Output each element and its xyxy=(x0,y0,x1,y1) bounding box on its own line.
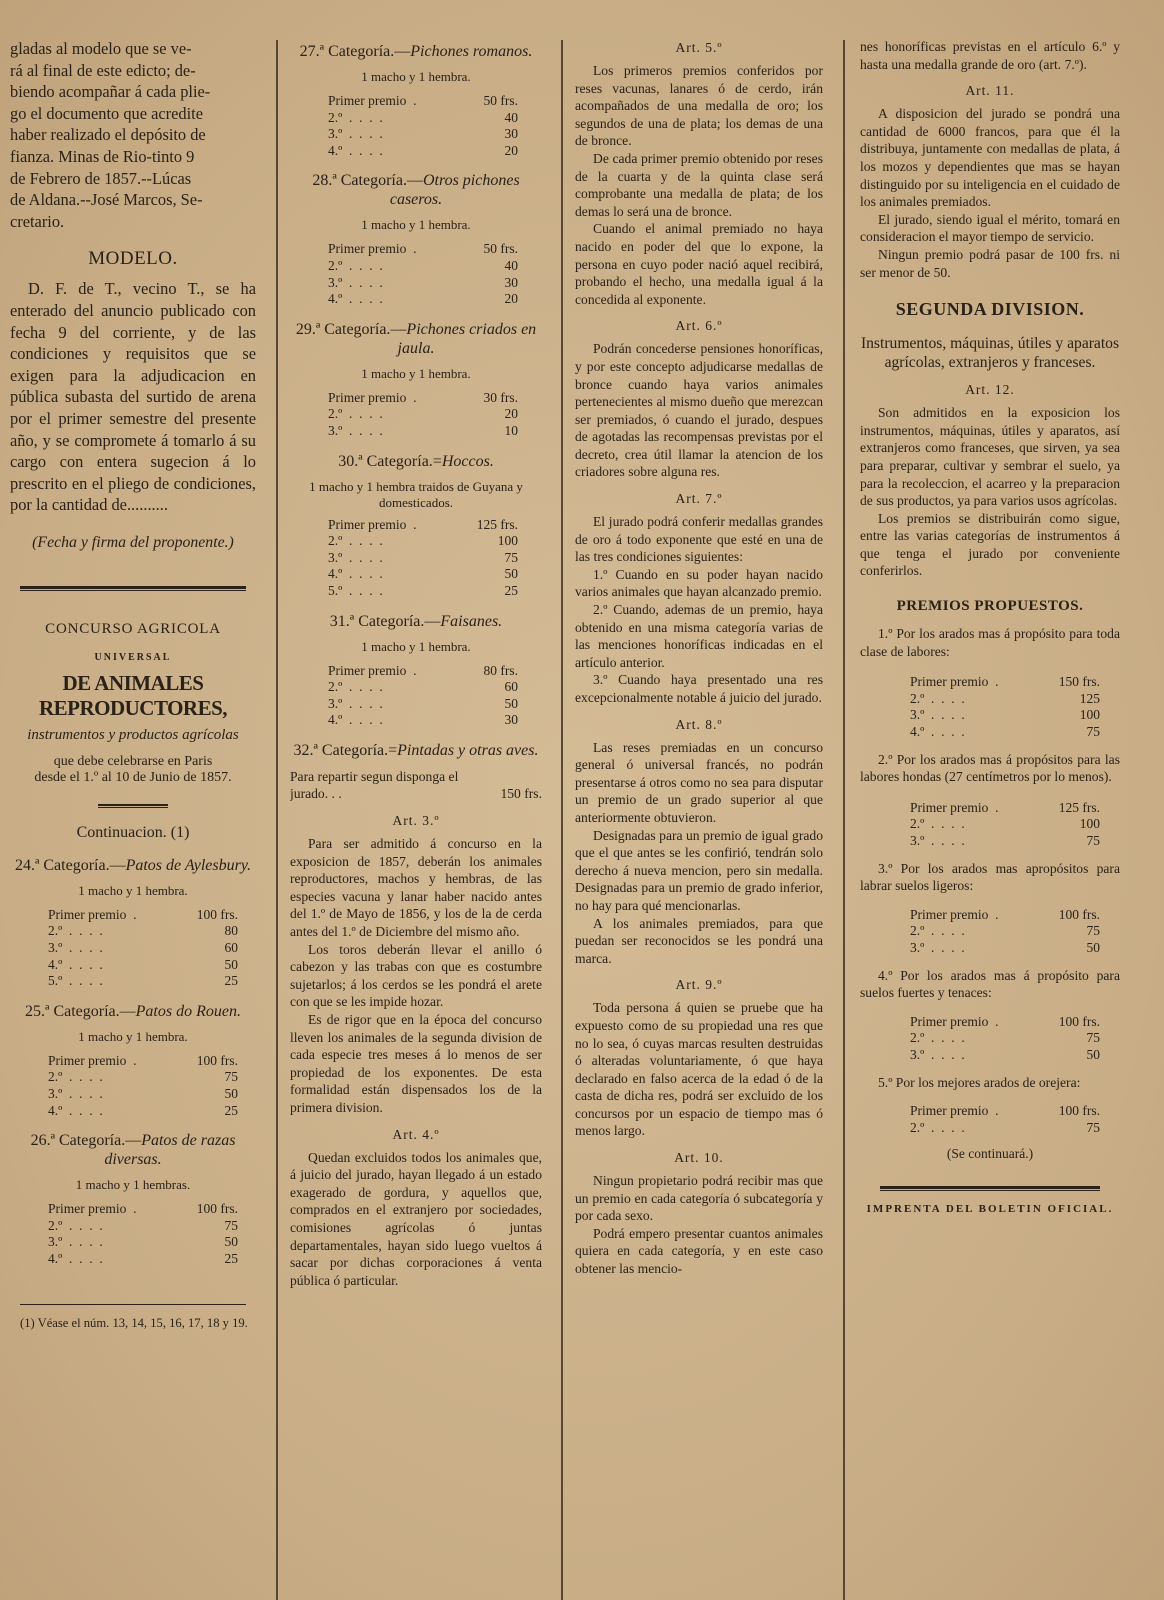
fechas-line: desde el 1.º al 10 de Junio de 1857. xyxy=(34,769,232,785)
prize-row xyxy=(328,241,518,258)
prize-label: 2.º . . . . xyxy=(328,257,383,273)
prize-amount: 40 xyxy=(504,257,518,273)
prize-row xyxy=(328,275,518,292)
prize-label: Primer premio . xyxy=(328,241,417,257)
prize-row xyxy=(910,674,1100,691)
category-28-prizes xyxy=(328,241,542,307)
prize-amount: 30 frs. xyxy=(483,389,518,405)
prize-label: Primer premio . xyxy=(910,799,999,815)
art-7-paragraph: 1.º Cuando en su poder hayan nacido varios animales que hayan alcanzado premio. xyxy=(575,566,823,600)
category-number: 26.ª Categoría.— xyxy=(30,1132,142,1150)
segunda-division-heading: SEGUNDA DIVISION. xyxy=(895,299,1085,320)
segunda-division-subtitle: Instrumentos, máquinas, útiles y aparatos agrícolas, extranjeros y franceses. xyxy=(860,335,1120,372)
art-12-title: Art. 12. xyxy=(965,382,1015,398)
column-rule xyxy=(276,40,278,1600)
prize-label: 3.º . . . . xyxy=(910,707,965,723)
category-31-sub: 1 macho y 1 hembra. xyxy=(361,638,471,654)
category-29-prizes xyxy=(328,390,542,440)
prize-label: 3.º . . . . xyxy=(328,422,383,438)
prize-label: 2.º . . . . xyxy=(328,679,383,695)
prize-amount: 150 frs. xyxy=(500,786,542,802)
prize-row xyxy=(910,907,1100,924)
prize-label: 4.º . . . . xyxy=(328,291,383,307)
prize-label: Primer premio . xyxy=(910,1013,999,1029)
art-8-paragraph: Designadas para un premio de igual grado que el que antes se les confirió, tendrán solo derecho á nueva mencion, pero sin medalla. Designadas para un premio de grado inferior, no hay para qué mencionarlas. xyxy=(575,827,823,913)
prize-label: Primer premio . xyxy=(910,906,999,922)
prize-amount: 30 xyxy=(504,274,518,290)
prize-row xyxy=(328,696,518,713)
category-32-title xyxy=(290,741,542,760)
prize-label: 4.º . . . . xyxy=(328,566,383,582)
instrumentos-subtitle: instrumentos y productos agrícolas xyxy=(27,726,239,743)
prize-label: 2.º . . . . xyxy=(48,1069,103,1085)
prize-row xyxy=(328,291,518,308)
short-divider xyxy=(98,804,168,808)
prize-label: 4.º . . . . xyxy=(328,142,383,158)
text-line: fianza. Minas de Rio-tinto 9 xyxy=(10,146,195,166)
prize-label: Primer premio . xyxy=(48,1052,137,1068)
art-3-paragraph: Es de rigor que en la época del concurso lleven los animales de la segunda division de cada especie tres meses á lo menos de ser propiedad de los exponentes. De esta formalidad están dispensados los de la primera division. xyxy=(290,1012,542,1115)
prize-row xyxy=(328,663,518,680)
continuacion-label: Continuacion. (1) xyxy=(76,823,190,841)
prize-row xyxy=(328,110,518,127)
prize-category-5 xyxy=(910,1103,1120,1136)
universal-label: UNIVERSAL xyxy=(94,651,172,663)
art-11-paragraph: El jurado, siendo igual el mérito, tomará en consideracion el mayor tiempo de servicio. xyxy=(860,211,1120,245)
category-29-title xyxy=(290,320,542,358)
prize-amount: 100 xyxy=(497,533,518,549)
prize-amount: 25 xyxy=(504,582,518,598)
prize-amount: 75 xyxy=(1086,833,1100,848)
prize-row xyxy=(48,1234,238,1251)
modelo-text: D. F. de T., vecino T., se ha enterado del anuncio publicado con fecha 9 del corriente, y de las condiciones y requisitos que se exigen para la adjudicacion en pública subasta del surtido de arena por el primer semestre del presente año, y se compromete á tomarlo á su cargo con entera sugecion á lo prescrito en el pliego de condiciones, por la cantidad de.......... xyxy=(10,279,256,515)
category-27-prizes xyxy=(328,93,542,159)
prize-amount: 100 frs. xyxy=(196,1052,238,1068)
text-line: de Aldana.--José Marcos, Se- xyxy=(10,190,203,210)
prize-amount: 20 xyxy=(504,406,518,422)
art-12-paragraph: Son admitidos en la exposicion los instrumentos, máquinas, útiles y aparatos, así extranjeros como franceses, que sirven, ya sea para preparar, cultivar y sembrar el suelo, ya para la recoleccion, el acarreo y la preparacion de sus productos, ya para varios usos agrícolas. xyxy=(860,405,1120,509)
art-5-paragraph: Los primeros premios conferidos por reses vacunas, lanares ó de cerdo, irán acompañados de una medalla de oro; los segundos de una de plata; los demas de una de bronce. xyxy=(575,63,823,149)
art-6-paragraph: Podrán concederse pensiones honoríficas, y por este concepto adjudicarse medallas de bronce cuando haya varios animales pertenecientes al mismo dueño que merezcan ser premiados, ó cuando el jurado, despues de agotadas las recompensas previstas por el decreto, crea útil llamar la atencion de los criadores sobre alguna res. xyxy=(575,341,823,480)
intro-text xyxy=(10,38,256,232)
prize-amount: 25 xyxy=(224,1251,238,1266)
prize-amount: 125 xyxy=(1079,690,1100,706)
footnote: (1) Véase el núm. 13, 14, 15, 16, 17, 18 y 19. xyxy=(20,1315,248,1330)
prize-amount: 100 frs. xyxy=(1058,1103,1100,1119)
text-line: go el documento que acredite xyxy=(10,103,203,123)
art-12-paragraph: Los premios se distribuirán como sigue, entre las varias categorías de instrumentos á que tenga el jurado por conveniente conferirlos. xyxy=(860,510,1120,579)
prize-amount: 20 xyxy=(504,291,518,307)
prize-label: 3.º . . . . xyxy=(48,940,103,956)
prize-row xyxy=(48,907,238,924)
prize-label: 3.º . . . . xyxy=(328,126,383,142)
category-name: Hoccos. xyxy=(441,452,494,470)
prize-row xyxy=(328,533,518,550)
prize-label: 2.º . . . . xyxy=(910,1119,965,1135)
prize-row xyxy=(910,1120,1100,1137)
prize-amount: 75 xyxy=(504,549,518,565)
prize-amount: 25 xyxy=(224,973,238,989)
category-24-sub: 1 macho y 1 hembra. xyxy=(78,882,188,898)
prize-amount: 50 xyxy=(1086,1046,1100,1062)
continuara-label: (Se continuará.) xyxy=(946,1146,1034,1162)
category-27-title xyxy=(290,42,542,61)
art-11-paragraph: A disposicion del jurado se pondrá una cantidad de 6000 francos, para que él la distribuya, juntamente con medallas de plata, á los mozos y dependientes que mas se hayan distinguido por su inteligencia en el cuidado de los animales premiados. xyxy=(860,106,1120,210)
art-5-paragraph: De cada primer premio obtenido por reses de la cuarta y de la quinta clase será comprobante una medalla de plata; de los demas lo será una de bronce. xyxy=(575,150,823,219)
prize-row xyxy=(48,1103,238,1120)
category-26-prizes xyxy=(48,1201,256,1267)
prize-row xyxy=(48,1069,238,1086)
continued-text: nes honoríficas previstas en el artículo 6.º y hasta una medalla grande de oro (art. 7.º). xyxy=(860,39,1120,72)
category-number: 29.ª Categoría.— xyxy=(295,320,407,338)
art-7-paragraph: 3.º Cuando haya presentado una res excepcionalmente notable á juicio del jurado. xyxy=(575,672,823,705)
art-5-title: Art. 5.º xyxy=(675,40,723,55)
prize-amount: 100 frs. xyxy=(196,906,238,922)
concurso-title: CONCURSO AGRICOLA xyxy=(45,620,221,637)
prize-label: Primer premio . xyxy=(328,516,417,532)
prize-row xyxy=(910,1030,1100,1047)
prize-row xyxy=(328,406,518,423)
text-line: de Febrero de 1857.--Lúcas xyxy=(10,168,192,188)
prize-label: 2.º . . . . xyxy=(910,1030,965,1046)
prize-category-text: 5.º Por los mejores arados de orejera: xyxy=(878,1074,1081,1090)
prize-amount: 75 xyxy=(1086,1119,1100,1135)
prize-amount: 100 frs. xyxy=(196,1201,238,1217)
prize-category-2 xyxy=(910,800,1120,850)
prize-amount: 50 frs. xyxy=(483,241,518,257)
prize-row xyxy=(328,517,518,534)
prize-label: 3.º . . . . xyxy=(910,833,965,848)
prize-label: 4.º . . . . xyxy=(48,1251,103,1266)
prize-label: Primer premio . xyxy=(910,674,999,690)
prize-category-text: 3.º Por los arados mas apropósitos para labrar suelos ligeros: xyxy=(860,860,1120,894)
prize-row xyxy=(910,691,1100,708)
premios-propuestos-heading: PREMIOS PROPUESTOS. xyxy=(896,598,1084,615)
category-name: Patos de razas diversas. xyxy=(104,1132,236,1169)
text-line: gladas al modelo que se ve- xyxy=(10,39,192,58)
prize-category-text: 2.º Por los arados mas á propósitos para las labores hondas (27 centímetros por lo menos). xyxy=(860,751,1120,785)
art-7-title: Art. 7.º xyxy=(675,491,723,507)
prize-row xyxy=(910,724,1100,741)
art-4-title: Art. 4.º xyxy=(392,1126,440,1142)
category-28-title xyxy=(290,171,542,209)
art-5-paragraph: Cuando el animal premiado no haya nacido en poder del que lo expone, la persona en cuyo poder nació aquel recibirá, probando el hecho, una medalla igual á la concedida al exponente. xyxy=(575,221,823,307)
prize-row xyxy=(328,390,518,407)
prize-label: 2.º . . . . xyxy=(48,1217,103,1233)
prize-amount: 75 xyxy=(1086,1030,1100,1046)
prize-row xyxy=(328,143,518,160)
prize-label: 4.º . . . . xyxy=(328,712,383,728)
prize-amount: 100 frs. xyxy=(1058,906,1100,922)
imprenta-label: IMPRENTA DEL BOLETIN OFICIAL. xyxy=(866,1203,1114,1216)
category-25-title xyxy=(10,1002,256,1021)
category-number: 24.ª Categoría.— xyxy=(14,856,126,874)
prize-label: 3.º . . . . xyxy=(910,939,965,955)
prize-row xyxy=(48,957,238,974)
category-26-title xyxy=(10,1131,256,1169)
category-30-sub: 1 macho y 1 hembra traidos de Guyana y domesticados. xyxy=(309,478,523,510)
category-number: 28.ª Categoría.— xyxy=(312,172,423,190)
category-number: 31.ª Categoría.— xyxy=(329,612,441,630)
prize-label: 3.º . . . . xyxy=(328,549,383,565)
category-name: Pichones romanos. xyxy=(410,43,533,60)
art-9-title: Art. 9.º xyxy=(675,977,723,993)
prize-amount: 75 xyxy=(1086,923,1100,939)
art-3-paragraph: Para ser admitido á concurso en la exposicion de 1857, deberán los animales reproductores, machos y hembras, de las especies vacuna y lanar haber nacido antes del 1.º de Mayo de 1856, y los de la de cerda antes del 1.º de Diciembre del mismo año. xyxy=(290,836,542,940)
prize-amount: 40 xyxy=(504,109,518,125)
category-25-prizes xyxy=(48,1053,256,1119)
prize-row xyxy=(48,1218,238,1235)
prize-amount: 50 xyxy=(224,1086,238,1102)
prize-label: Primer premio . xyxy=(910,1103,999,1119)
prize-label: 2.º . . . . xyxy=(328,406,383,422)
prize-label: 5.º . . . . xyxy=(48,973,103,989)
category-30-title xyxy=(290,452,542,471)
prize-row xyxy=(910,940,1100,957)
prize-label: Primer premio . xyxy=(48,906,137,922)
art-10-paragraph: Podrá empero presentar cuantos animales quiera en cada categoría, y en este caso obtener las mencio- xyxy=(575,1225,823,1277)
section-divider xyxy=(20,586,246,591)
prize-row xyxy=(328,93,518,110)
prize-amount: 80 frs. xyxy=(483,662,518,678)
art-6-title: Art. 6.º xyxy=(675,318,723,334)
prize-row xyxy=(328,126,518,143)
prize-row xyxy=(910,800,1100,817)
prize-row xyxy=(910,816,1100,833)
prize-amount: 60 xyxy=(224,940,238,956)
prize-row xyxy=(328,679,518,696)
prize-label: Primer premio . xyxy=(328,389,417,405)
text-line: cretario. xyxy=(10,211,65,231)
footer-divider xyxy=(880,1186,1100,1191)
art-3-paragraph: Los toros deberán llevar el anillo ó cabezon y las trabas con que es costumbre sujetarlos; á los cerdos se les pondrá el arete con que se les impide hozar. xyxy=(290,941,542,1010)
text-line: rá al final de este edicto; de- xyxy=(10,60,196,80)
column-4 xyxy=(860,38,1120,1594)
prize-amount: 50 xyxy=(504,566,518,582)
art-11-title: Art. 11. xyxy=(965,83,1015,99)
category-number: 27.ª Categoría.— xyxy=(299,43,411,60)
prize-row xyxy=(328,550,518,567)
category-name: Pichones criados en jaula. xyxy=(397,320,537,357)
art-3-title: Art. 3.º xyxy=(392,813,440,829)
category-name: Faisanes. xyxy=(440,612,503,630)
prize-label: 2.º . . . . xyxy=(910,923,965,939)
art-8-paragraph: Las reses premiadas en un concurso general ó universal francés, no podrán presentarse á otros como no sea para disputar un premio de un grado superior al que anteriormente obtuvieron. xyxy=(575,739,823,825)
category-name: Patos de Aylesbury. xyxy=(125,856,252,874)
prize-label: 4.º . . . . xyxy=(48,956,103,972)
column-2 xyxy=(290,38,542,1594)
prize-row xyxy=(48,1086,238,1103)
text-line: biendo acompañar á cada plie- xyxy=(10,82,211,102)
art-10-title: Art. 10. xyxy=(674,1150,724,1166)
category-number: 30.ª Categoría.= xyxy=(338,452,442,470)
prize-row xyxy=(48,1201,238,1218)
prize-label: 2.º . . . . xyxy=(910,690,965,706)
prize-label: 2.º . . . . xyxy=(328,109,383,125)
prize-amount: 60 xyxy=(504,679,518,695)
prize-amount: 150 frs. xyxy=(1058,674,1100,690)
prize-amount: 125 frs. xyxy=(1058,799,1100,815)
art-4-paragraph: Quedan excluidos todos los animales que, á juicio del jurado, hayan llegado á un estado exagerado de gordura, y aquellos que, comprados en el extranjero por sociedades, comisiones agrícolas ó juntas departamentales, hayan sido luego vueltos á sacar por dichas corporaciones á venta pública ó particular. xyxy=(290,1149,542,1288)
category-31-prizes xyxy=(328,663,542,729)
prize-amount: 100 xyxy=(1079,816,1100,832)
prize-amount: 50 xyxy=(504,695,518,711)
art-11-paragraph: Ningun premio podrá pasar de 100 frs. ni ser menor de 50. xyxy=(860,246,1120,280)
footnote-rule xyxy=(20,1304,246,1305)
category-name: Otros pichones caseros. xyxy=(389,172,520,209)
prize-category-text: 1.º Por los arados mas á propósito para toda clase de labores: xyxy=(860,626,1120,659)
prize-row xyxy=(910,923,1100,940)
prize-row xyxy=(910,1014,1100,1031)
prize-row xyxy=(328,258,518,275)
art-7-paragraph: 2.º Cuando, ademas de un premio, haya obtenido en una misma categoría varias de las menciones honoríficas indicadas en el artículo anterior. xyxy=(575,602,823,670)
prize-amount: 50 xyxy=(224,1234,238,1250)
column-rule xyxy=(561,40,563,1600)
prize-category-1 xyxy=(910,674,1120,740)
category-24-prizes xyxy=(48,907,256,990)
prize-amount: 75 xyxy=(224,1217,238,1233)
prize-row xyxy=(910,1103,1100,1120)
prize-amount: 10 xyxy=(504,422,518,438)
prize-label: Primer premio . xyxy=(328,93,417,108)
column-rule xyxy=(843,40,845,1600)
prize-amount: 50 xyxy=(1086,939,1100,955)
art-8-paragraph: A los animales premiados, para que puedan ser reconocidos se les pondrá una marca. xyxy=(575,915,823,966)
prize-amount: 30 xyxy=(504,126,518,142)
prize-row xyxy=(48,923,238,940)
prize-label: 5.º . . . . xyxy=(328,582,383,598)
prize-label: Primer premio . xyxy=(48,1201,137,1217)
category-32-repartir xyxy=(290,768,542,803)
animales-title: DE ANIMALES REPRODUCTORES, xyxy=(38,670,228,720)
prize-category-text: 4.º Por los arados mas á propósito para suelos fuertes y tenaces: xyxy=(860,967,1120,1001)
prize-label: 2.º . . . . xyxy=(910,816,965,832)
prize-label: 4.º . . . . xyxy=(910,724,965,740)
prize-row xyxy=(48,973,238,990)
prize-row xyxy=(328,566,518,583)
category-24-title xyxy=(10,856,256,875)
prize-amount: 25 xyxy=(224,1102,238,1118)
prize-row xyxy=(48,940,238,957)
prize-row xyxy=(910,833,1100,850)
category-28-sub: 1 macho y 1 hembra. xyxy=(361,217,471,233)
prize-label: 3.º . . . . xyxy=(48,1234,103,1250)
prize-label: 2.º . . . . xyxy=(328,533,383,549)
signature-line: (Fecha y firma del proponente.) xyxy=(32,533,234,551)
art-7-paragraph: El jurado podrá conferir medallas grandes de oro á todo exponente que esté en una de las tres condiciones siguientes: xyxy=(575,514,823,565)
prize-label: 3.º . . . . xyxy=(328,695,383,711)
repartir-text: Para repartir segun disponga el jurado. . . xyxy=(290,768,459,802)
prize-row xyxy=(910,707,1100,724)
prize-amount: 100 xyxy=(1079,707,1100,723)
prize-category-4 xyxy=(910,1014,1120,1064)
prize-label: Primer premio . xyxy=(328,662,417,678)
prize-label: 3.º . . . . xyxy=(328,274,383,290)
prize-label: 3.º . . . . xyxy=(910,1046,965,1062)
art-10-paragraph: Ningun propietario podrá recibir mas que un premio en cada categoría ó subcategoría y por cada sexo. xyxy=(575,1173,823,1224)
art-9-paragraph: Toda persona á quien se pruebe que ha expuesto como de su propiedad una res que no lo sea, ó cuyas marcas resulten destruidas ó alteradas voluntariamente, ó que haya declarado en falso acerca de la edad ó de la casta de dicha res, podrá ser excluido de los concursos por un espacio de tiempo mas ó menos largo. xyxy=(575,1000,823,1139)
prize-row xyxy=(328,583,518,600)
prize-row xyxy=(328,712,518,729)
text-line: haber realizado el depósito de xyxy=(10,125,206,145)
prize-row xyxy=(328,423,518,440)
category-30-prizes xyxy=(328,517,542,600)
prize-row xyxy=(910,1047,1100,1064)
prize-row xyxy=(48,1251,238,1268)
prize-amount: 80 xyxy=(224,923,238,939)
category-27-sub: 1 macho y 1 hembra. xyxy=(361,69,471,84)
column-3 xyxy=(575,38,823,1594)
prize-row xyxy=(48,1053,238,1070)
prize-category-3 xyxy=(910,907,1120,957)
category-25-sub: 1 macho y 1 hembra. xyxy=(78,1028,188,1044)
prize-label: 4.º . . . . xyxy=(48,1102,103,1118)
prize-amount: 30 xyxy=(504,712,518,728)
art-8-title: Art. 8.º xyxy=(675,716,723,732)
prize-amount: 75 xyxy=(224,1069,238,1085)
category-name: Pintadas y otras aves. xyxy=(397,741,539,759)
modelo-heading: MODELO. xyxy=(88,248,178,270)
category-26-sub: 1 macho y 1 hembras. xyxy=(75,1177,191,1193)
prize-amount: 20 xyxy=(504,142,518,158)
prize-amount: 50 xyxy=(224,956,238,972)
category-name: Patos do Rouen. xyxy=(135,1002,241,1020)
prize-amount: 125 frs. xyxy=(476,516,518,532)
category-number: 25.ª Categoría.— xyxy=(25,1002,136,1020)
category-29-sub: 1 macho y 1 hembra. xyxy=(361,365,471,381)
prize-amount: 75 xyxy=(1086,724,1100,740)
prize-label: 2.º . . . . xyxy=(48,923,103,939)
prize-amount: 50 frs. xyxy=(483,93,518,108)
category-number: 32.ª Categoría.= xyxy=(293,741,398,759)
column-1 xyxy=(10,38,256,1594)
category-31-title xyxy=(290,612,542,631)
prize-amount: 100 frs. xyxy=(1058,1013,1100,1029)
prize-label: 3.º . . . . xyxy=(48,1086,103,1102)
celebrar-line: que debe celebrarse en Paris xyxy=(53,753,213,769)
